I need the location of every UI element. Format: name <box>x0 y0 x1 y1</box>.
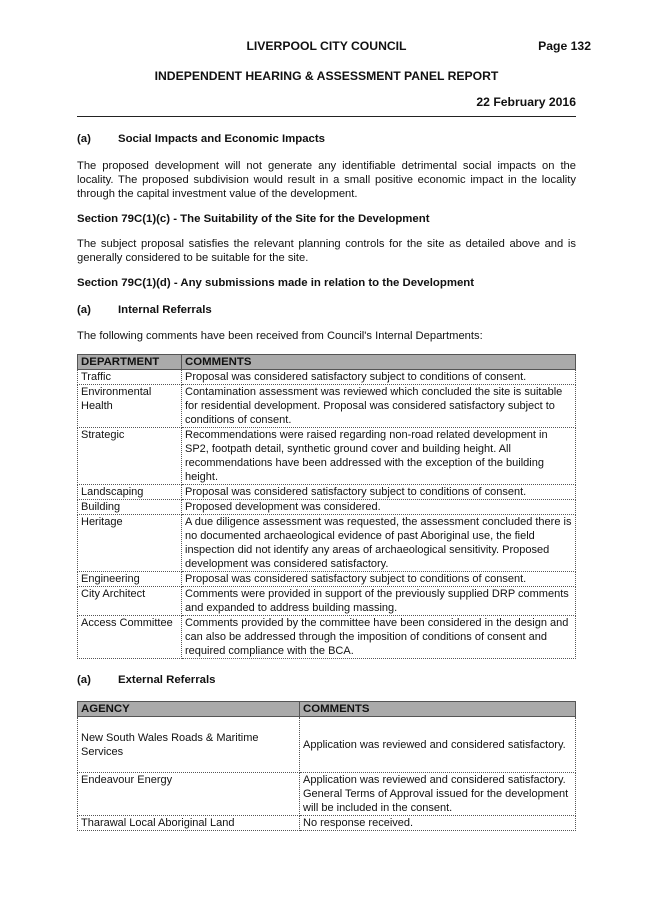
report-title: INDEPENDENT HEARING & ASSESSMENT PANEL REPORT <box>154 69 499 83</box>
department-cell: Heritage <box>78 515 182 572</box>
table-row <box>78 515 576 572</box>
comment-cell: No response received. <box>300 816 576 831</box>
table-row <box>78 717 576 773</box>
social-paragraph: The proposed development will not generate any identifiable detrimental social impacts on the locality. The proposed subdivision would result in a small positive economic impact in the locality through the capital investment value of the development. <box>77 160 576 200</box>
document-body <box>77 131 576 831</box>
social-heading-text: Social Impacts and Economic Impacts <box>118 133 325 145</box>
department-cell: Building <box>78 500 182 515</box>
external-referrals-label: (a) <box>77 674 91 686</box>
comment-cell: Proposed development was considered. <box>182 500 576 515</box>
department-cell: Strategic <box>78 428 182 485</box>
internal-referrals-label: (a) <box>77 304 91 316</box>
comment-cell: Application was reviewed and considered satisfactory. <box>300 717 576 773</box>
column-header-comments: COMMENTS <box>300 702 576 717</box>
comment-cell: Proposal was considered satisfactory subject to conditions of consent. <box>182 572 576 587</box>
table-row <box>78 500 576 515</box>
external-referrals-table <box>77 701 576 831</box>
suitability-paragraph: The subject proposal satisfies the relevant planning controls for the site as detailed above and is generally considered to be suitable for the site. <box>77 238 576 264</box>
social-heading-label: (a) <box>77 133 91 145</box>
comment-cell: Application was reviewed and considered satisfactory. General Terms of Approval issued for the development will be included in the consent. <box>300 773 576 816</box>
department-cell: Environmental Health <box>78 385 182 428</box>
internal-referrals-text: Internal Referrals <box>118 304 212 316</box>
internal-referrals-heading <box>77 302 576 318</box>
table-row <box>78 385 576 428</box>
comment-cell: Contamination assessment was reviewed which concluded the site is suitable for residential development. Proposal was considered satisfactory subject to conditions of consent. <box>182 385 576 428</box>
column-header-comments: COMMENTS <box>182 355 576 370</box>
table-row <box>78 816 576 831</box>
page-number: Page 132 <box>538 39 591 53</box>
comment-cell: Comments provided by the committee have been considered in the design and can also be addressed through the imposition of conditions of consent and required compliance with the BCA. <box>182 616 576 659</box>
page-header <box>0 39 653 55</box>
comment-cell: Proposal was considered satisfactory subject to conditions of consent. <box>182 370 576 385</box>
table-row <box>78 370 576 385</box>
submissions-heading: Section 79C(1)(d) - Any submissions made in relation to the Development <box>77 277 475 289</box>
suitability-heading: Section 79C(1)(c) - The Suitability of the Site for the Development <box>77 213 430 225</box>
department-cell: Landscaping <box>78 485 182 500</box>
internal-referrals-table <box>77 354 576 659</box>
header-divider <box>77 116 576 117</box>
agency-cell: Endeavour Energy <box>78 773 300 816</box>
comment-cell: Comments were provided in support of the previously supplied DRP comments and expanded to address building massing. <box>182 587 576 616</box>
agency-cell: Tharawal Local Aboriginal Land <box>78 816 300 831</box>
department-cell: Traffic <box>78 370 182 385</box>
column-header-department: DEPARTMENT <box>78 355 182 370</box>
council-name: LIVERPOOL CITY COUNCIL <box>246 39 407 53</box>
department-cell: City Architect <box>78 587 182 616</box>
column-header-agency: AGENCY <box>78 702 300 717</box>
social-heading <box>77 131 576 147</box>
table-row <box>78 587 576 616</box>
table-row <box>78 616 576 659</box>
comment-cell: Proposal was considered satisfactory subject to conditions of consent. <box>182 485 576 500</box>
table-row <box>78 428 576 485</box>
table-row <box>78 485 576 500</box>
report-date: 22 February 2016 <box>476 95 576 109</box>
comment-cell: Recommendations were raised regarding non-road related development in SP2, footpath detail, synthetic ground cover and building height. All recommendations have been addressed with the exception of the building height. <box>182 428 576 485</box>
external-referrals-heading <box>77 672 576 688</box>
department-cell: Access Committee <box>78 616 182 659</box>
table-row <box>78 773 576 816</box>
table-header-row <box>78 355 576 370</box>
agency-cell: New South Wales Roads & Maritime Services <box>78 717 300 773</box>
department-cell: Engineering <box>78 572 182 587</box>
comment-cell: A due diligence assessment was requested, the assessment concluded there is no documented archaeological evidence of past Aboriginal use, the field inspection did not identify any areas of archaeological sensitivity. Proposed development was considered satisfactory. <box>182 515 576 572</box>
external-referrals-text: External Referrals <box>118 674 216 686</box>
table-row <box>78 572 576 587</box>
table-header-row <box>78 702 576 717</box>
internal-referrals-intro: The following comments have been received from Council's Internal Departments: <box>77 330 483 342</box>
